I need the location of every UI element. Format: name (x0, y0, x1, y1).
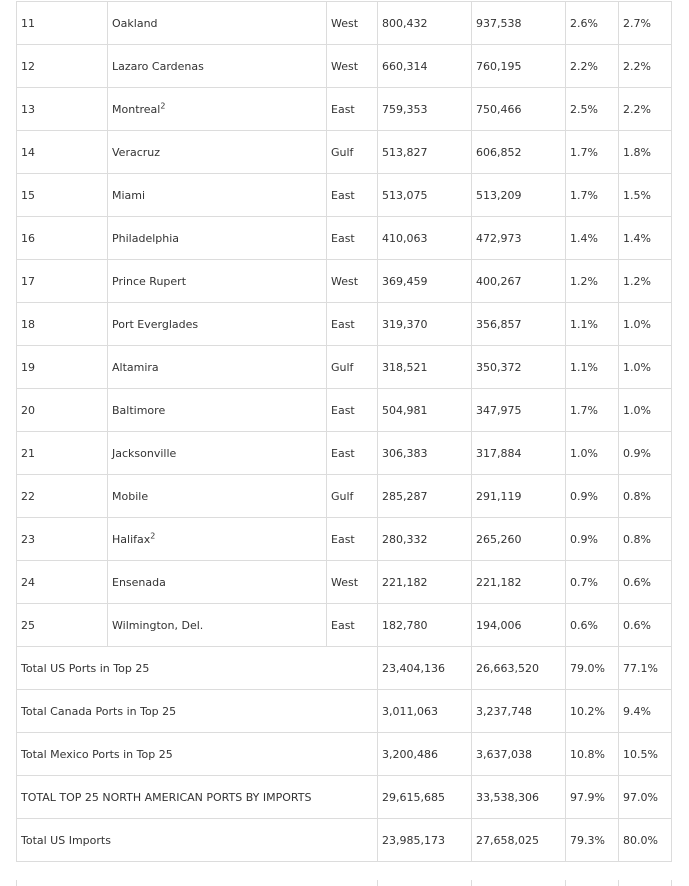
region-cell: East (327, 174, 378, 217)
imports-value-b-cell: 400,267 (472, 260, 566, 303)
region-cell: East (327, 604, 378, 647)
total-value-b-cell: 3,237,748 (472, 690, 566, 733)
total-share-a-cell: 10.2% (566, 690, 619, 733)
total-row (17, 733, 672, 776)
imports-value-a-cell: 660,314 (378, 45, 472, 88)
port-name-cell: Lazaro Cardenas (108, 45, 327, 88)
imports-value-a-cell: 280,332 (378, 518, 472, 561)
imports-value-b-cell: 194,006 (472, 604, 566, 647)
imports-value-b-cell: 606,852 (472, 131, 566, 174)
imports-value-a-cell: 513,075 (378, 174, 472, 217)
imports-value-b-cell: 937,538 (472, 2, 566, 45)
rank-cell: 12 (17, 45, 108, 88)
imports-value-a-cell: 759,353 (378, 88, 472, 131)
imports-value-a-cell: 369,459 (378, 260, 472, 303)
region-cell: West (327, 2, 378, 45)
share-b-cell: 2.7% (619, 2, 672, 45)
table-row (17, 260, 672, 303)
share-b-cell: 1.0% (619, 303, 672, 346)
share-b-cell: 0.9% (619, 432, 672, 475)
share-a-cell: 1.7% (566, 131, 619, 174)
imports-value-b-cell: 513,209 (472, 174, 566, 217)
region-cell: West (327, 45, 378, 88)
total-value-b-cell: 27,658,025 (472, 819, 566, 862)
share-a-cell: 1.2% (566, 260, 619, 303)
footnote-marker: 2 (160, 100, 166, 110)
imports-value-b-cell: 356,857 (472, 303, 566, 346)
share-a-cell: 1.4% (566, 217, 619, 260)
table-row (17, 2, 672, 45)
rank-cell: 19 (17, 346, 108, 389)
imports-value-a-cell: 318,521 (378, 346, 472, 389)
share-b-cell: 1.4% (619, 217, 672, 260)
imports-value-a-cell: 410,063 (378, 217, 472, 260)
total-share-b-cell: 9.4% (619, 690, 672, 733)
share-a-cell: 2.5% (566, 88, 619, 131)
total-row (17, 776, 672, 819)
share-a-cell: 0.7% (566, 561, 619, 604)
share-b-cell: 1.8% (619, 131, 672, 174)
imports-value-b-cell: 750,466 (472, 88, 566, 131)
rank-cell: 18 (17, 303, 108, 346)
imports-value-a-cell: 319,370 (378, 303, 472, 346)
region-cell: East (327, 303, 378, 346)
table-row (17, 174, 672, 217)
table-row (17, 131, 672, 174)
imports-value-a-cell: 306,383 (378, 432, 472, 475)
rank-cell: 17 (17, 260, 108, 303)
share-b-cell: 0.6% (619, 561, 672, 604)
share-b-cell: 2.2% (619, 45, 672, 88)
imports-value-b-cell: 472,973 (472, 217, 566, 260)
rank-cell: 11 (17, 2, 108, 45)
total-label-cell: Total Canada Ports in Top 25 (17, 690, 378, 733)
total-value-a-cell: 3,011,063 (378, 690, 472, 733)
rank-cell: 24 (17, 561, 108, 604)
rank-cell: 15 (17, 174, 108, 217)
rank-cell: 21 (17, 432, 108, 475)
port-imports-table (16, 1, 672, 862)
total-share-a-cell: 79.0% (566, 647, 619, 690)
share-a-cell: 1.7% (566, 389, 619, 432)
total-share-b-cell: 10.5% (619, 733, 672, 776)
imports-value-b-cell: 317,884 (472, 432, 566, 475)
table-row (17, 346, 672, 389)
share-a-cell: 1.0% (566, 432, 619, 475)
total-value-b-cell: 3,637,038 (472, 733, 566, 776)
port-name-cell: Mobile (108, 475, 327, 518)
share-a-cell: 2.2% (566, 45, 619, 88)
total-share-a-cell: 97.9% (566, 776, 619, 819)
region-cell: East (327, 217, 378, 260)
port-name-cell: Halifax$^2$ (108, 518, 327, 561)
imports-value-a-cell: 285,287 (378, 475, 472, 518)
region-cell: East (327, 432, 378, 475)
port-name-cell: Port Everglades (108, 303, 327, 346)
port-name-cell: Altamira (108, 346, 327, 389)
port-name-cell: Baltimore (108, 389, 327, 432)
footnote-marker: 2 (150, 530, 156, 540)
share-b-cell: 1.0% (619, 346, 672, 389)
table-row (17, 475, 672, 518)
share-a-cell: 2.6% (566, 2, 619, 45)
region-cell: East (327, 88, 378, 131)
port-name-cell: Philadelphia (108, 217, 327, 260)
region-cell: Gulf (327, 346, 378, 389)
imports-value-b-cell: 291,119 (472, 475, 566, 518)
table-row (17, 88, 672, 131)
total-value-b-cell: 33,538,306 (472, 776, 566, 819)
total-label-cell: TOTAL TOP 25 NORTH AMERICAN PORTS BY IMPORTS (17, 776, 378, 819)
share-a-cell: 1.7% (566, 174, 619, 217)
imports-value-b-cell: 350,372 (472, 346, 566, 389)
imports-value-b-cell: 265,260 (472, 518, 566, 561)
port-name-cell: Veracruz (108, 131, 327, 174)
region-cell: Gulf (327, 475, 378, 518)
total-share-a-cell: 79.3% (566, 819, 619, 862)
share-b-cell: 1.2% (619, 260, 672, 303)
rank-cell: 23 (17, 518, 108, 561)
imports-value-a-cell: 800,432 (378, 2, 472, 45)
port-name-cell: Wilmington, Del. (108, 604, 327, 647)
rank-cell: 13 (17, 88, 108, 131)
share-b-cell: 1.5% (619, 174, 672, 217)
table-row (17, 389, 672, 432)
port-name-cell: Montreal$^2$ (108, 88, 327, 131)
imports-value-b-cell: 347,975 (472, 389, 566, 432)
region-cell: East (327, 518, 378, 561)
total-value-a-cell: 3,200,486 (378, 733, 472, 776)
table-row (17, 45, 672, 88)
region-cell: East (327, 389, 378, 432)
share-a-cell: 0.6% (566, 604, 619, 647)
table-row (17, 518, 672, 561)
port-name-cell: Prince Rupert (108, 260, 327, 303)
total-label-cell: Total Mexico Ports in Top 25 (17, 733, 378, 776)
table-body (17, 2, 672, 862)
rank-cell: 14 (17, 131, 108, 174)
table-row (17, 303, 672, 346)
region-cell: West (327, 260, 378, 303)
port-name-cell: Ensenada (108, 561, 327, 604)
total-label-cell: Total US Imports (17, 819, 378, 862)
total-share-b-cell: 97.0% (619, 776, 672, 819)
port-name-cell: Jacksonville (108, 432, 327, 475)
total-value-a-cell: 23,985,173 (378, 819, 472, 862)
total-row (17, 647, 672, 690)
total-row (17, 690, 672, 733)
share-a-cell: 1.1% (566, 346, 619, 389)
total-value-a-cell: 29,615,685 (378, 776, 472, 819)
imports-value-a-cell: 221,182 (378, 561, 472, 604)
region-cell: Gulf (327, 131, 378, 174)
total-value-b-cell: 26,663,520 (472, 647, 566, 690)
share-a-cell: 1.1% (566, 303, 619, 346)
total-label-cell: Total US Ports in Top 25 (17, 647, 378, 690)
rank-cell: 16 (17, 217, 108, 260)
share-b-cell: 0.6% (619, 604, 672, 647)
total-share-a-cell: 10.8% (566, 733, 619, 776)
region-cell: West (327, 561, 378, 604)
imports-value-a-cell: 513,827 (378, 131, 472, 174)
imports-value-a-cell: 182,780 (378, 604, 472, 647)
share-b-cell: 1.0% (619, 389, 672, 432)
table-row (17, 217, 672, 260)
table-row (17, 432, 672, 475)
imports-value-b-cell: 221,182 (472, 561, 566, 604)
rank-cell: 25 (17, 604, 108, 647)
table-row (17, 561, 672, 604)
port-name-cell: Miami (108, 174, 327, 217)
share-b-cell: 0.8% (619, 475, 672, 518)
rank-cell: 22 (17, 475, 108, 518)
share-a-cell: 0.9% (566, 475, 619, 518)
total-row (17, 819, 672, 862)
share-b-cell: 0.8% (619, 518, 672, 561)
rank-cell: 20 (17, 389, 108, 432)
table-row (17, 604, 672, 647)
share-a-cell: 0.9% (566, 518, 619, 561)
total-value-a-cell: 23,404,136 (378, 647, 472, 690)
imports-value-b-cell: 760,195 (472, 45, 566, 88)
total-share-b-cell: 77.1% (619, 647, 672, 690)
total-share-b-cell: 80.0% (619, 819, 672, 862)
port-name-cell: Oakland (108, 2, 327, 45)
imports-value-a-cell: 504,981 (378, 389, 472, 432)
share-b-cell: 2.2% (619, 88, 672, 131)
